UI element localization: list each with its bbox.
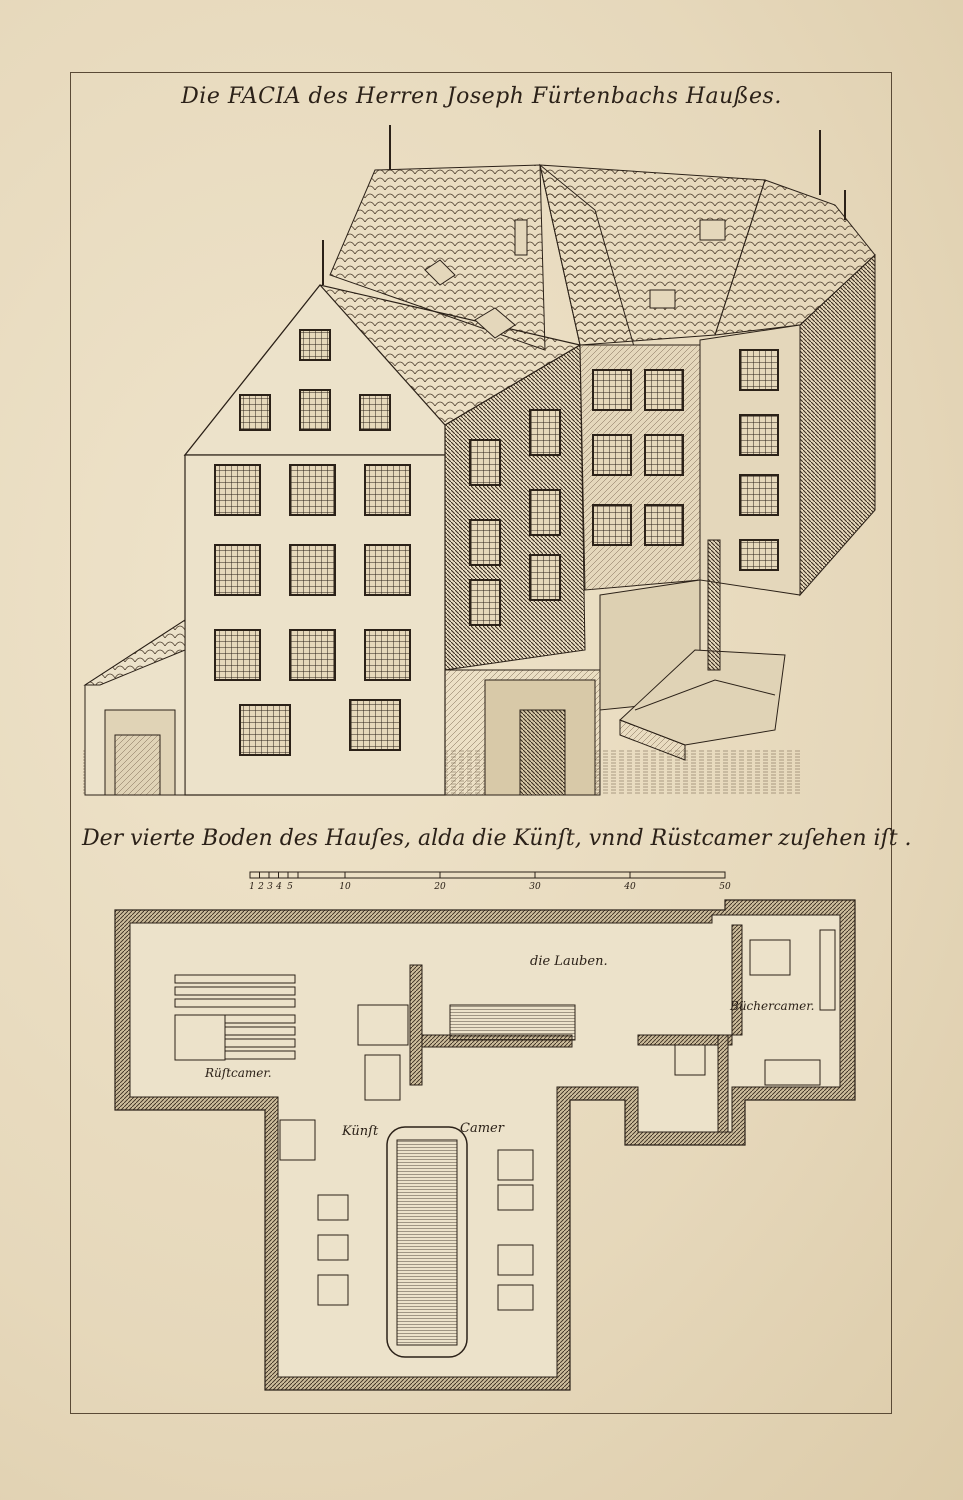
scale-tick: 40 — [624, 882, 636, 892]
facade-title: Die FACIA des Herren Joseph Fürtenbachs Haußes. — [181, 84, 782, 109]
room-label-lauben: die Lauben. — [530, 954, 608, 969]
room-label-kunst: Künſt — [342, 1124, 379, 1139]
scale-bar — [240, 866, 740, 894]
scale-tick: 10 — [339, 882, 351, 892]
scale-tick: 20 — [434, 882, 446, 892]
facade-engraving — [75, 110, 895, 800]
room-label-buechercamer: Büchercamer. — [730, 999, 815, 1013]
scale-tick: 5 — [287, 882, 293, 892]
scale-tick: 4 — [276, 882, 282, 892]
scale-tick: 1 — [249, 882, 255, 892]
scale-tick: 30 — [529, 882, 541, 892]
plan-title: Der vierte Boden des Hauſes, alda die Künſt, vnnd Rüstcamer zuſehen iſt . — [82, 826, 912, 851]
room-label-camer: Camer — [460, 1121, 504, 1136]
scale-tick: 2 — [258, 882, 264, 892]
scale-tick: 3 — [267, 882, 273, 892]
room-label-ruestcamer: Rüſtcamer. — [205, 1066, 272, 1080]
scale-tick: 50 — [719, 882, 731, 892]
floor-plan — [100, 895, 870, 1405]
